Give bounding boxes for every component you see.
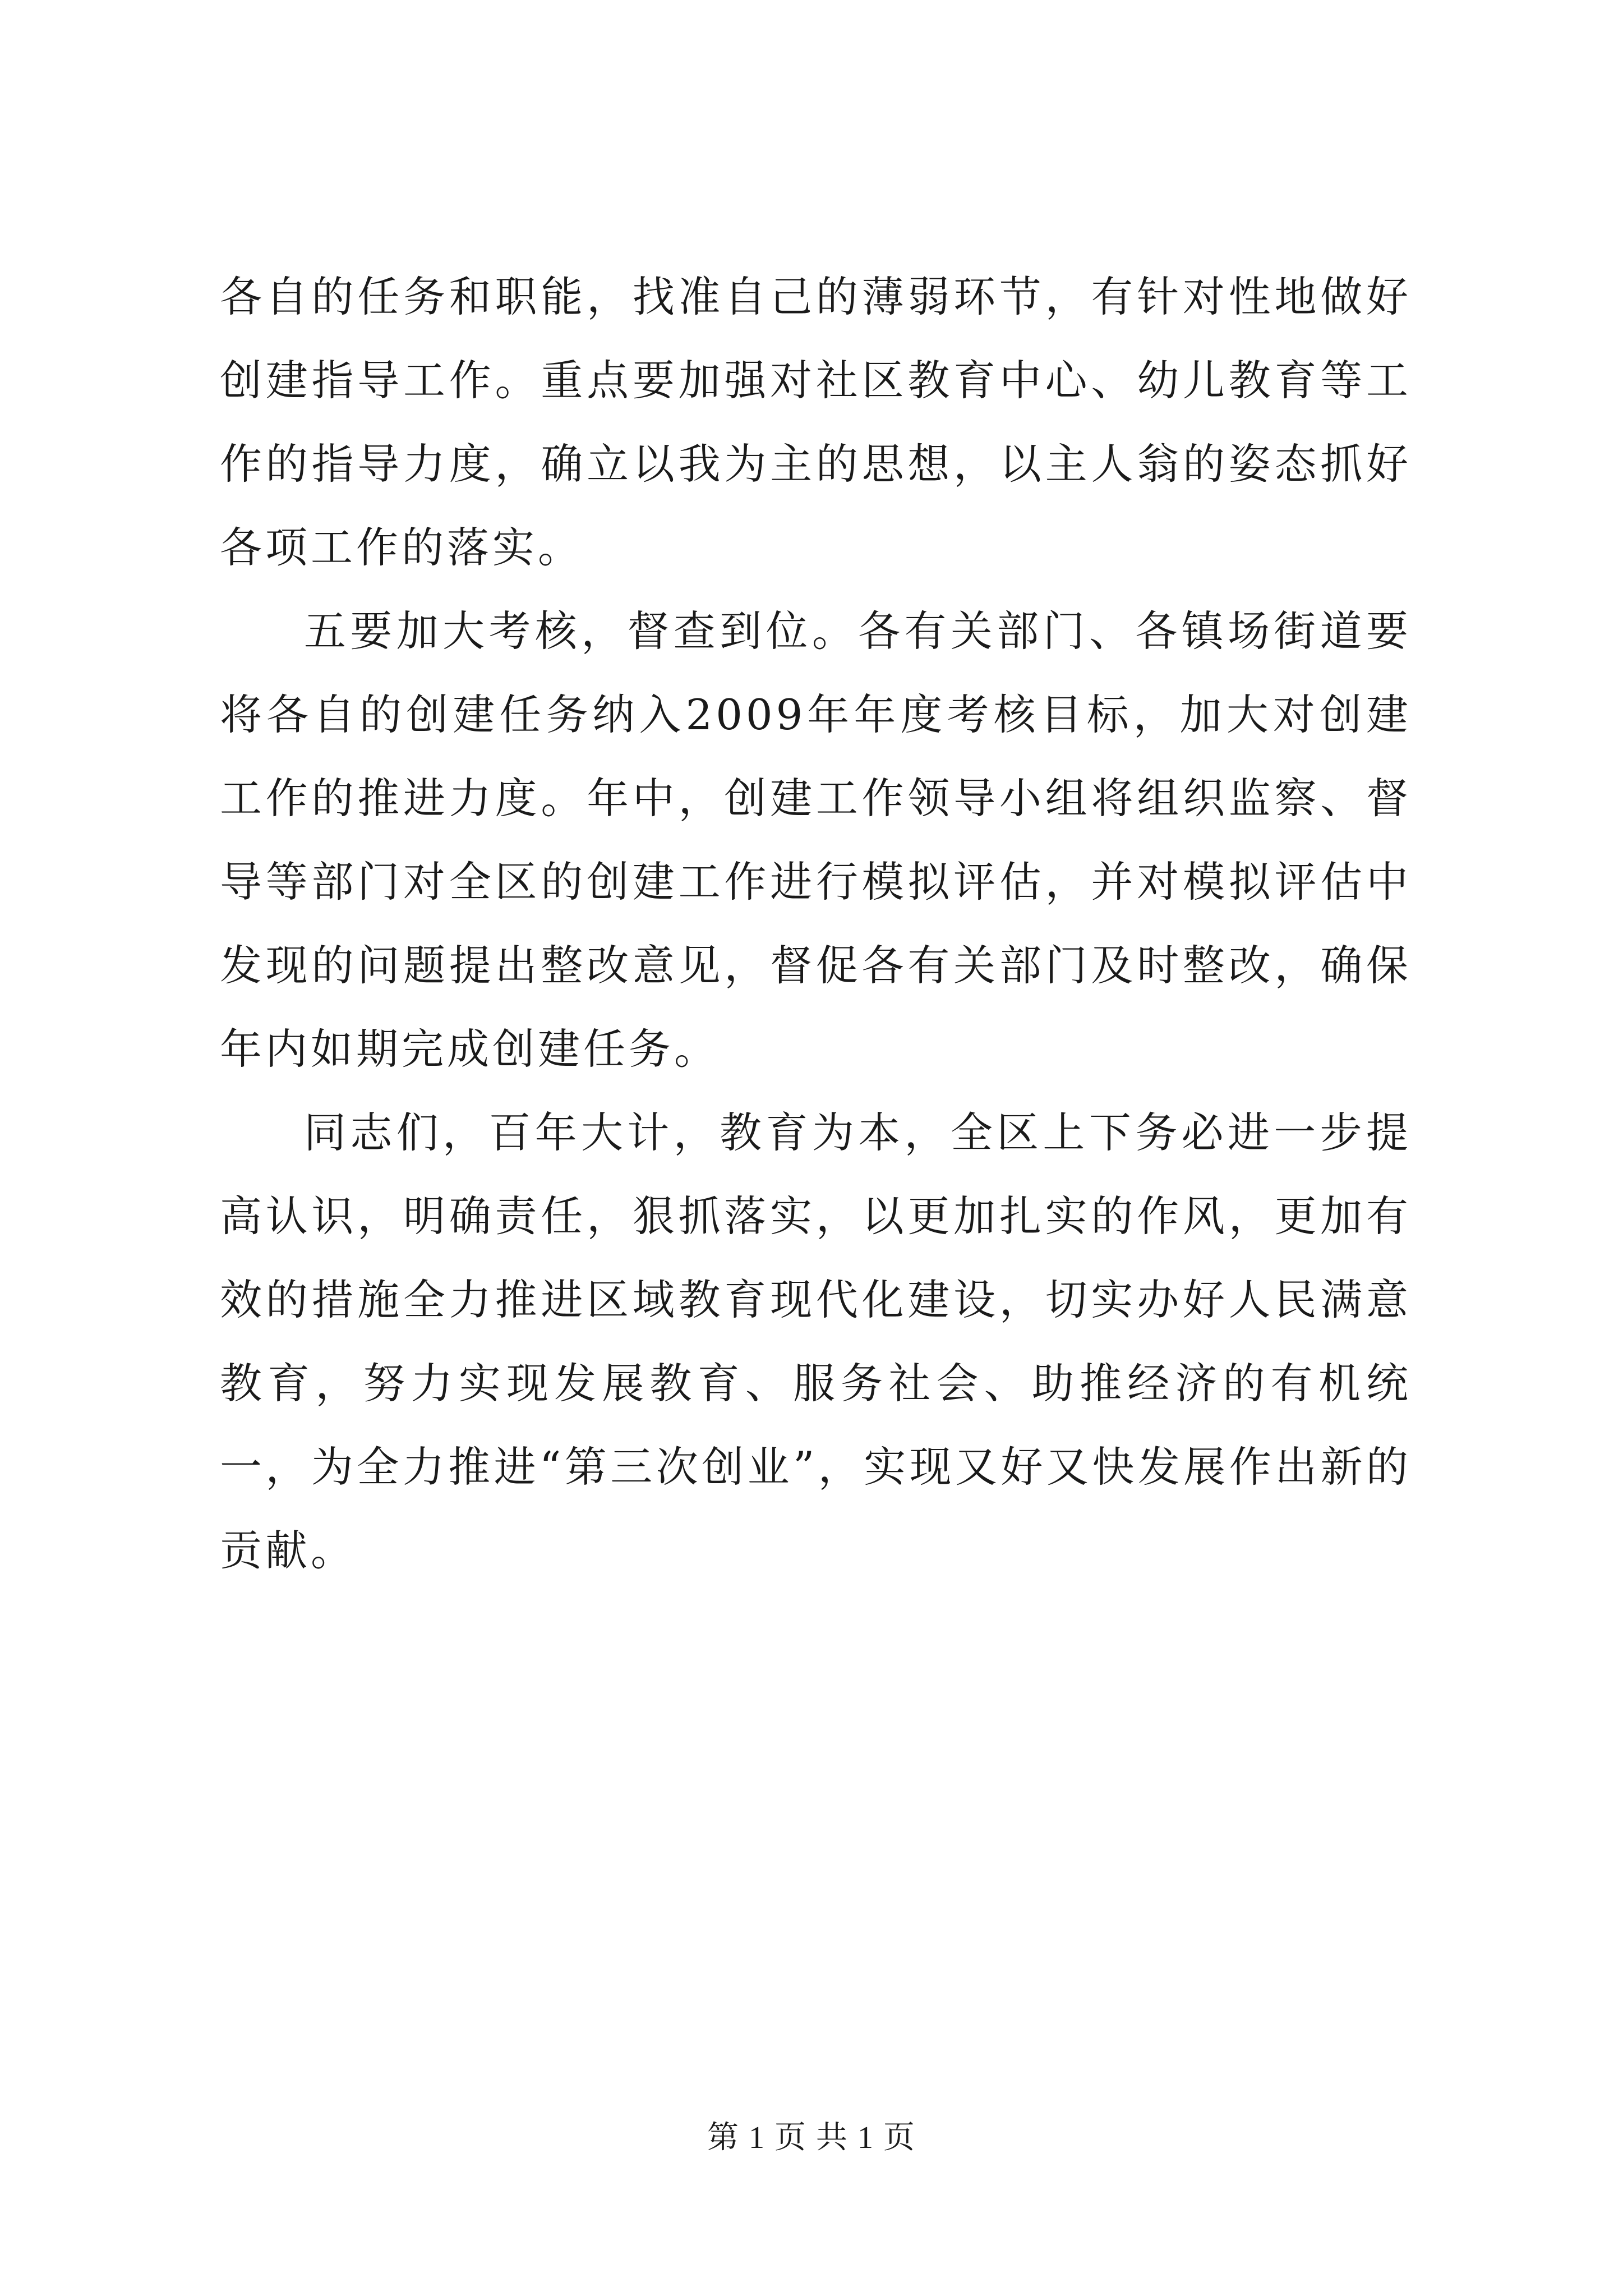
paragraph-closing-remarks: 同志们，百年大计，教育为本，全区上下务必进一步提高认识，明确责任，狠抓落实，以更加扎实的作风，更加有效的措施全力推进区域教育现代化建设，切实办好人民满意教育，努力实现发展教育、服务社会、助推经济的有机统一，为全力推进“第三次创业”，实现又好又快发展作出新的贡献。 bbox=[220, 1108, 1412, 1575]
paragraph-task-guidance: 各自的任务和职能，找准自己的薄弱环节，有针对性地做好创建指导工作。重点要加强对社区教育中心、幼儿教育等工作的指导力度，确立以我为主的思想，以主人翁的姿态抓好各项工作的落实。 bbox=[220, 272, 1412, 572]
page-footer: 第 1 页 共 1 页 bbox=[707, 2120, 916, 2155]
paragraph-assessment-supervision: 五要加大考核，督查到位。各有关部门、各镇场街道要将各自的创建任务纳入2009年年度考核目标，加大对创建工作的推进力度。年中，创建工作领导小组将组织监察、督导等部门对全区的创建工作进行模拟评估，并对模拟评估中发现的问题提出整改意见，督促各有关部门及时整改，确保年内如期完成创建任务。 bbox=[220, 606, 1412, 1074]
document-body bbox=[220, 255, 1412, 1593]
